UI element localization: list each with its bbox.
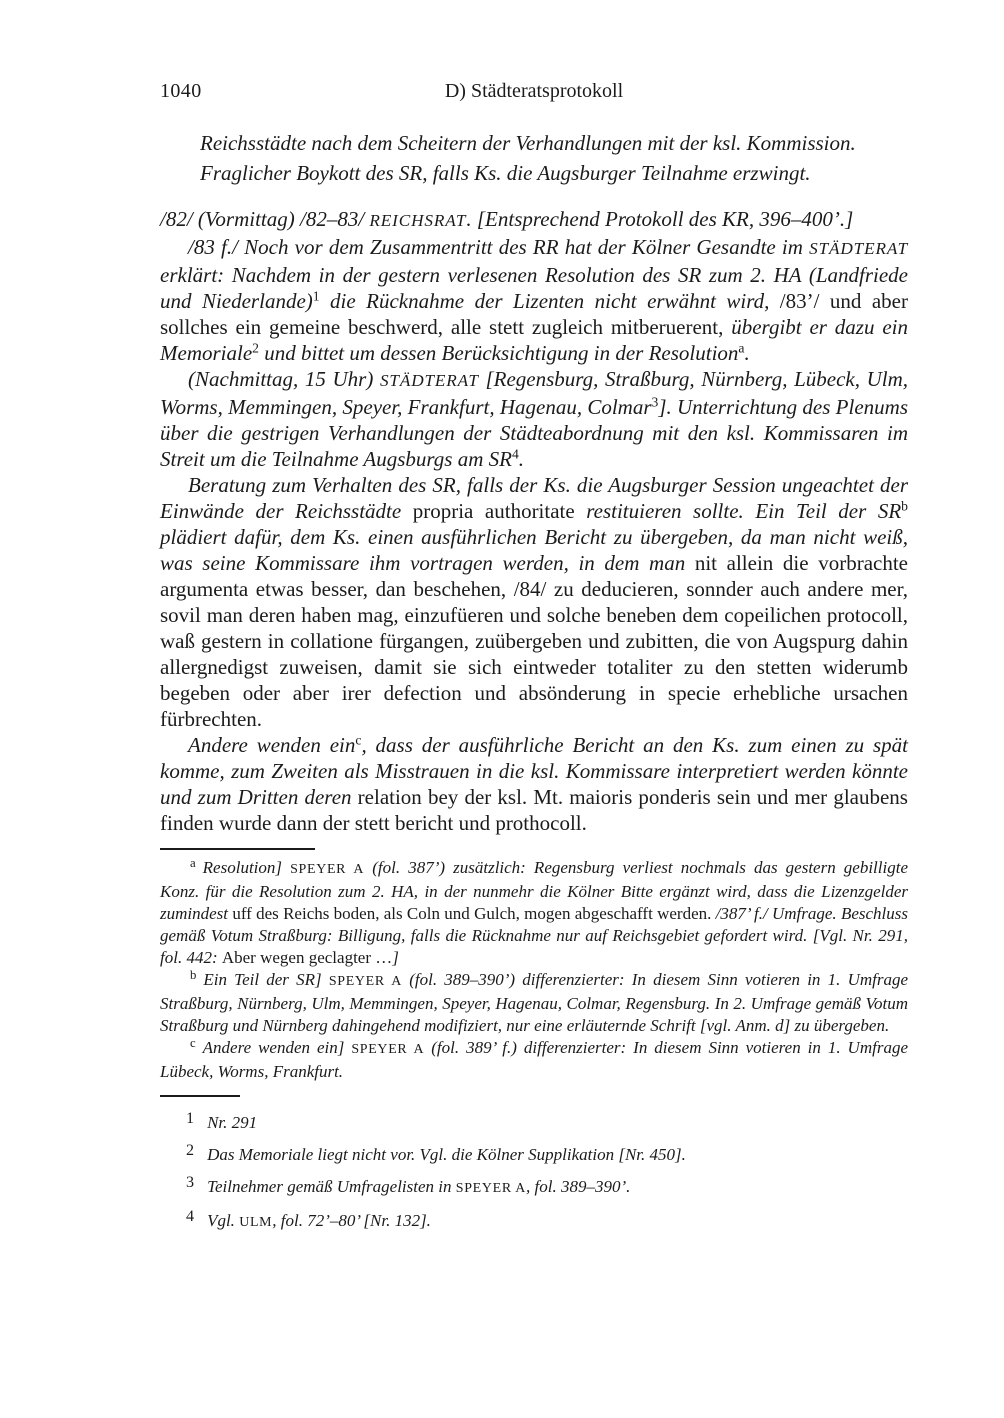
text-run: ULM (239, 1214, 273, 1230)
text-block (160, 80, 908, 1236)
text-run: Aber wegen geclagter … (221, 948, 393, 967)
text-run: Nr. 291 (207, 1112, 258, 1132)
note-marker: a (190, 856, 196, 871)
text-run: . (518, 447, 525, 471)
paragraph (160, 472, 908, 732)
footnote (160, 1169, 908, 1203)
text-run: [Regensburg, Straßburg, Nürnberg, Lübeck, Ulm, Worms, Memmingen, Speyer, Frankfurt, Hagenau, Colmar (160, 367, 909, 419)
footnote-ref: a (738, 340, 745, 356)
apparatus-note (160, 969, 908, 1037)
footnote-ref: b (901, 498, 908, 514)
paragraph (160, 366, 908, 472)
text-run: . [Entsprechend Protokoll des KR, 396–400’.] (466, 207, 854, 231)
text-run: (fol. 389’ f.) differenzierter: In diesem Sinn votieren in 1. Umfrage Lübeck, Worms, Frankfurt. (160, 1038, 908, 1081)
footnote (160, 1203, 908, 1237)
text-run: . (744, 341, 750, 365)
apparatus-notes (160, 857, 908, 1083)
text-run: ]. Unterrichtung des Plenums über die gestrigen Verhandlungen der Städteabordnung mit den ksl. Kommissaren im Streit um die Teilnahme Augsburgs am SR (160, 395, 908, 471)
note-marker: c (190, 1036, 196, 1051)
text-run: Teilnehmer gemäß Umfragelisten in (207, 1176, 456, 1196)
footnote-number: 2 (186, 1141, 195, 1159)
text-run: übergibt er dazu ein Memoriale (160, 315, 908, 365)
footnote-ref: 2 (252, 340, 259, 356)
text-run: propria authoritate (412, 499, 587, 523)
text-run: /83 f./ Noch vor dem Zusammentritt des RR hat der Kölner Gesandte im (188, 235, 810, 259)
text-run: , fol. 389–390’. (526, 1176, 631, 1196)
text-run: /82/ (Vormittag) /82–83/ (160, 207, 370, 231)
text-run: Andere wenden ein] (202, 1038, 352, 1057)
text-run: Vgl. (207, 1210, 240, 1230)
running-head: D) Städteratsprotokoll (444, 80, 624, 102)
footnote-ref: 1 (312, 288, 320, 304)
text-run: SPEYER A (455, 1180, 527, 1196)
paragraph (160, 732, 908, 836)
text-run: (fol. 389–390’) differenzierter: In diesem Sinn votieren in 1. Umfrage Straßburg, Nürnberg, Ulm, Memmingen, Speyer, Hagenau, Colmar, Regensburg. In 2. Umfrage gemäß Votum Straßburg und Nürnberg dahingehend modifiziert, nur eine erläuternde Schrift [vgl. Anm. d] zu übergeben. (160, 970, 909, 1035)
apparatus-separator (160, 848, 315, 850)
text-run: restituieren sollte. Ein Teil der SR (586, 499, 902, 523)
text-run: /83’/ und aber sollches ein gemeine beschwerd, alle stett zugleich mitberuerent, (160, 289, 908, 339)
text-run: Andere wenden ein (188, 733, 356, 757)
regest-summary (160, 128, 908, 188)
paragraph (160, 206, 908, 234)
summary-line: Fraglicher Boykott des SR, falls Ks. die Augsburger Teilnahme erzwingt. (200, 161, 811, 185)
text-run: STÄDTERAT (809, 239, 908, 258)
summary-line: Reichsstädte nach dem Scheitern der Verhandlungen mit der ksl. Kommission. (200, 131, 856, 155)
text-run: ] (392, 948, 399, 967)
page-header (160, 80, 908, 106)
paragraph (160, 234, 908, 366)
text-run: (Nachmittag, 15 Uhr) (188, 367, 380, 391)
footnote-ref: 4 (511, 446, 519, 462)
footnote-number: 3 (186, 1173, 195, 1191)
text-run: Beratung zum Verhalten des SR, falls der Ks. die Augsburger Session ungeachtet der Einwände der Reichsstädte (160, 473, 908, 523)
footnote-number: 4 (186, 1207, 195, 1225)
apparatus-note (160, 857, 908, 969)
text-run: SPEYER A (290, 862, 365, 877)
page-number: 1040 (160, 80, 202, 102)
footnotes (160, 1105, 908, 1236)
text-run: Ein Teil der SR] (203, 970, 329, 989)
text-run: nit allein die vorbrachte argumenta etwas besser, dan beschehen, /84/ zu deducieren, sonnder auch andere mer, sovil man deren haben mag, einzufüeren und solche beneben dem copeilichen protocoll, waß gestern in collatione fürgangen, zuübergeben und zubitten, die von Augspurg dahin allergnedigst zuweisen, damit sie sich eintweder totaliter zu den stetten widerumb begeben oder aber irer defection und absönderung in specie erhebliche ursachen fürbrechten. (160, 551, 908, 731)
footnote-ref: c (355, 732, 362, 748)
footnote-ref: 3 (651, 394, 659, 410)
footnote (160, 1137, 908, 1169)
footnote-number: 1 (186, 1110, 195, 1127)
body-text (160, 206, 908, 836)
text-run: Das Memoriale liegt nicht vor. Vgl. die Kölner Supplikation [Nr. 450]. (207, 1144, 686, 1164)
text-run: , fol. 72’–80’ [Nr. 132]. (272, 1210, 431, 1230)
text-run: /387’ f./ Umfrage. Beschluss gemäß Votum Straßburg: Billigung, falls die Rücknahme nur auf Reichsgebiet gefordert wird. [Vgl. Nr. 291, fol. 442: (160, 904, 908, 967)
text-run: relation bey der ksl. Mt. maioris ponderis sein und mer glaubens finden wurde dann der stett bericht und prothocoll. (160, 785, 908, 835)
text-run: uff des Reichs boden, als Coln und Gulch, mogen abgeschafft werden. (232, 904, 716, 923)
text-run: SPEYER A (328, 974, 403, 989)
text-run: (fol. 387’) zusätzlich: Regensburg verliest nochmals das gestern gebilligte Konz. für die Resolution zum 2. HA, in der nunmehr die Kölner Bitte ergänzt wird, dass die Lizenzgelder zumindest (160, 858, 908, 923)
text-run: REICHSRAT (369, 211, 467, 230)
footnote (160, 1105, 908, 1137)
apparatus-note (160, 1037, 908, 1083)
text-run: plädiert dafür, dem Ks. einen ausführlichen Bericht zu übergeben, da man nicht weiß, was seine Kommissare ihm vortragen werden, in dem man (160, 525, 908, 575)
text-run: , dass der ausführliche Bericht an den Ks. zum einen zu spät komme, zum Zweiten als Misstrauen in die ksl. Kommissare interpretiert werden könnte und zum Dritten deren (160, 733, 908, 809)
footnote-separator (160, 1095, 240, 1097)
note-marker: b (190, 968, 197, 983)
text-run: die Rücknahme der Lizenten nicht erwähnt wird, (319, 289, 780, 313)
text-run: und bittet um dessen Berücksichtigung in der Resolution (258, 341, 739, 365)
text-run: erklärt: Nachdem in der gestern verlesenen Resolution des SR zum 2. HA (Landfriede und Niederlande) (160, 263, 908, 313)
text-run: STÄDTERAT (379, 371, 479, 390)
text-run: SPEYER A (351, 1042, 425, 1057)
text-run: Resolution] (202, 858, 291, 877)
